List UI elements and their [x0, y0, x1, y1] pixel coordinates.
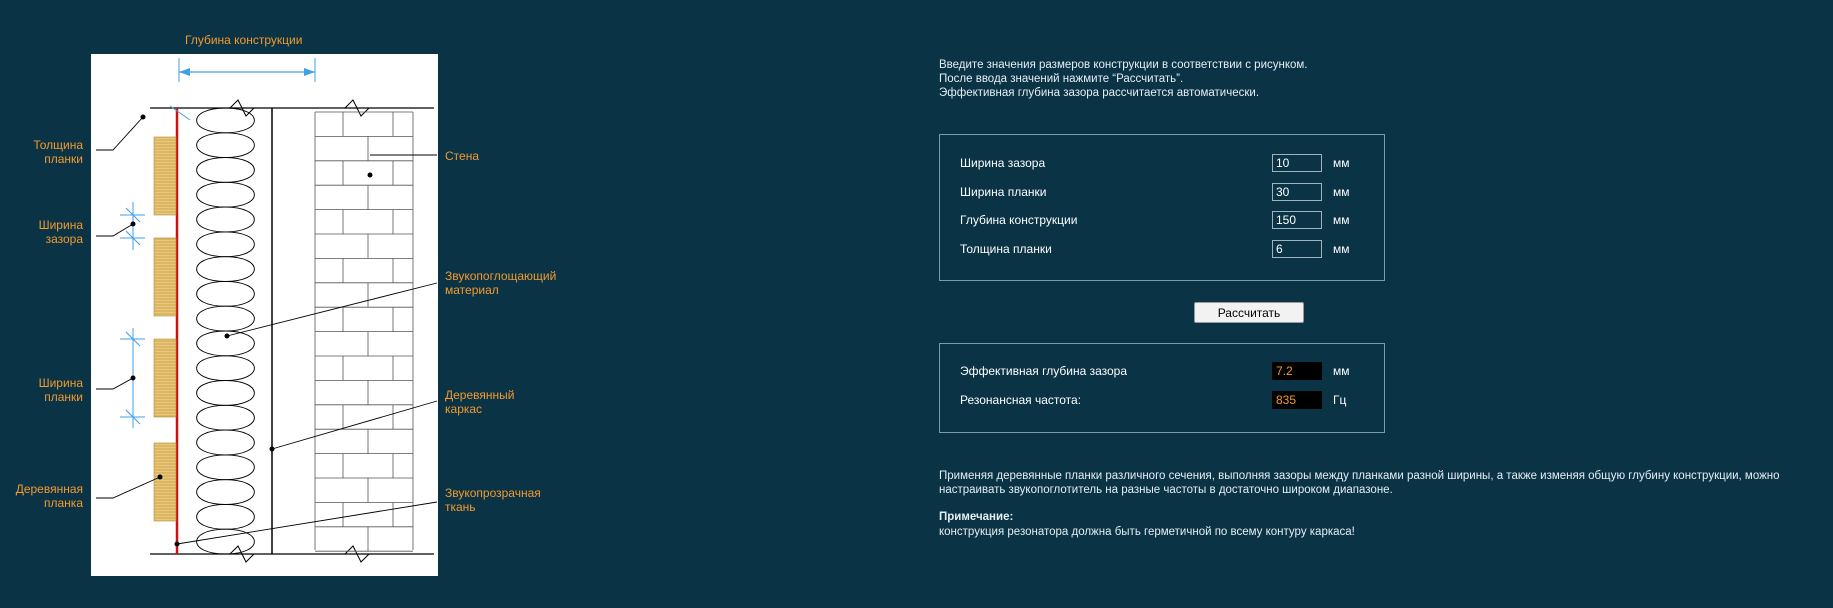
slat-width-label: Ширина планки [960, 185, 1047, 199]
gap-width-input[interactable] [1272, 154, 1322, 172]
slat-thickness-label: Толщина планки [960, 242, 1052, 256]
label-wood-slat: Деревянная планка [15, 482, 83, 510]
label-slat-thickness: Толщина планки [33, 138, 83, 166]
calculate-button[interactable]: Рассчитать [1194, 302, 1304, 323]
depth-input[interactable] [1272, 211, 1322, 229]
slat-width-unit: мм [1333, 185, 1350, 199]
results-panel [939, 343, 1385, 433]
intro-line-1: Введите значения размеров конструкции в соответствии с рисунком. [939, 59, 1308, 71]
description-text: Применяя деревянные планки различного сечения, выполняя зазоры между планками разной ширины, а также изменяя общую глубину конструкции, можно настраивать звукопоглотитель на разные частоты в достаточно широком диапазоне. [939, 470, 1780, 496]
input-row-slat-width [960, 181, 1364, 203]
intro-text [939, 58, 1308, 100]
depth-unit: мм [1333, 213, 1350, 227]
label-frame: Деревянный каркас [445, 388, 515, 416]
label-wall: Стена [445, 149, 480, 163]
label-absorber: Звукопоглощающий материал [445, 269, 557, 297]
slat-width-input[interactable] [1272, 183, 1322, 201]
slat-thickness-unit: мм [1333, 242, 1350, 256]
effective-depth-label: Эффективная глубина зазора [960, 364, 1128, 378]
input-row-slat-thickness [960, 238, 1364, 260]
construction-diagram [0, 0, 640, 608]
input-panel [939, 134, 1385, 281]
effective-depth-unit: мм [1333, 364, 1350, 378]
intro-line-2: После ввода значений нажмите “Рассчитать”. [939, 73, 1184, 85]
gap-width-label: Ширина зазора [960, 156, 1046, 170]
depth-label: Глубина конструкции [960, 213, 1078, 227]
result-row-effective-depth [960, 360, 1364, 382]
label-depth: Глубина конструкции [185, 33, 303, 47]
note-title: Примечание: [939, 511, 1014, 523]
input-row-gap-width [960, 152, 1364, 174]
gap-width-unit: мм [1333, 156, 1350, 170]
label-fabric: Звукопрозрачная ткань [445, 486, 541, 514]
diagram-card [91, 54, 438, 576]
intro-line-3: Эффективная глубина зазора рассчитается автоматически. [939, 87, 1260, 99]
frequency-output [1272, 391, 1322, 409]
result-row-frequency [960, 389, 1364, 411]
label-gap-width: Ширина зазора [38, 218, 83, 246]
input-row-depth [960, 209, 1364, 231]
slat-thickness-input[interactable] [1272, 240, 1322, 258]
frequency-unit: Гц [1333, 393, 1347, 407]
effective-depth-output [1272, 362, 1322, 380]
frequency-label: Резонансная частота: [960, 393, 1082, 407]
construction-drawing [0, 0, 640, 608]
label-slat-width: Ширина планки [38, 376, 83, 404]
note-text: конструкция резонатора должна быть герметичной по всему контуру каркаса! [939, 526, 1355, 538]
